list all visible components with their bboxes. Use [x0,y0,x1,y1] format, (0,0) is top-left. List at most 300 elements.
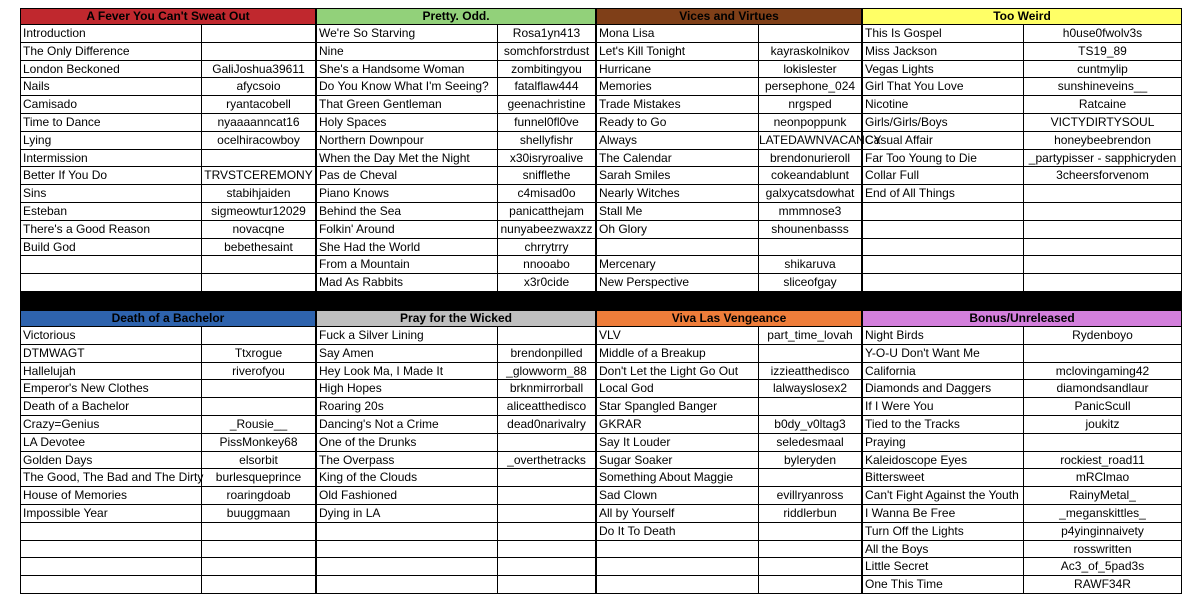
table-row [20,558,316,576]
song-cell[interactable]: The Only Difference [21,43,202,60]
username-cell[interactable]: part_time_lovah [767,328,853,342]
song-cell[interactable]: All by Yourself [597,505,759,522]
username-cell[interactable] [759,576,861,593]
table-row [316,505,596,523]
table-row [862,25,1182,43]
username-cell[interactable]: p4yinginnaivety [1061,523,1144,538]
song-cell[interactable]: Something About Maggie [597,469,759,486]
username-cell[interactable]: burlesqueprince [215,470,302,485]
song-cell[interactable]: The Calendar [597,150,759,167]
username-cell[interactable]: Rydenboyo [1072,328,1133,342]
username-cell[interactable]: h0use0fwolv3s [1062,26,1143,40]
table-row [862,327,1182,345]
username-cell[interactable] [202,558,315,575]
song-cell[interactable] [21,558,202,575]
song-cell[interactable]: When the Day Met the Night [317,150,498,167]
username-cell[interactable] [202,274,315,291]
table-row [596,43,862,61]
song-cell[interactable]: End of All Things [863,185,1024,202]
username-cell[interactable]: aliceatthedisco [506,399,587,414]
song-cell[interactable]: This Is Gospel [863,25,1024,42]
song-cell[interactable]: I Wanna Be Free [863,505,1024,522]
username-cell[interactable] [759,523,861,540]
username-cell[interactable] [202,398,315,415]
song-cell[interactable]: Girls/Girls/Boys [863,114,1024,131]
username-cell[interactable]: rockiest_road11 [1060,452,1145,467]
username-cell[interactable]: somchforstrdust [503,43,590,58]
table-row [862,452,1182,470]
username-cell[interactable]: brknmirrorball [509,381,584,396]
song-cell[interactable]: Old Fashioned [317,487,498,504]
song-cell[interactable]: That Green Gentleman [317,96,498,113]
username-cell[interactable] [202,150,315,167]
song-cell[interactable]: Better If You Do [21,167,202,184]
song-cell[interactable]: Y-O-U Don't Want Me [863,345,1024,362]
username-cell[interactable] [498,576,595,593]
table-row [316,558,596,576]
table-row [596,487,862,505]
song-cell[interactable]: One of the Drunks [317,434,498,451]
username-cell[interactable]: galxycatsdowhat [765,186,855,201]
song-cell[interactable]: Mad As Rabbits [317,274,498,291]
username-cell[interactable]: PanicScull [1074,399,1131,414]
username-cell[interactable]: fatalflaw444 [514,79,579,94]
song-cell[interactable]: Girl That You Love [863,78,1024,95]
table-row [596,96,862,114]
song-cell[interactable]: Roaring 20s [317,398,498,415]
username-cell[interactable]: nyaaaanncat16 [217,114,300,129]
username-cell[interactable]: persephone_024 [764,79,856,94]
song-cell[interactable]: The Good, The Bad and The Dirty [23,470,204,485]
song-cell[interactable] [317,541,498,558]
username-cell[interactable]: TRVSTCEREMONY [204,168,313,183]
song-cell[interactable]: Emperor's New Clothes [21,380,202,397]
song-cell[interactable]: We're So Starving [317,25,498,42]
username-cell[interactable] [498,327,595,344]
username-cell[interactable]: novacqne [232,221,285,236]
song-cell[interactable]: Piano Knows [317,185,498,202]
song-cell[interactable] [863,221,1024,238]
song-cell[interactable]: Always [597,132,759,149]
table-row [20,469,316,487]
table-row [20,416,316,434]
album-rows [20,25,316,292]
song-cell[interactable]: Memories [597,78,759,95]
table-row [862,132,1182,150]
song-cell[interactable]: Holy Spaces [317,114,498,131]
song-cell[interactable]: Sugar Soaker [597,452,759,469]
username-cell[interactable] [1024,434,1181,451]
song-cell[interactable]: High Hopes [317,380,498,397]
song-cell[interactable]: Let's Kill Tonight [597,43,759,60]
username-cell[interactable]: lalwayslosex2 [772,381,848,396]
album-rows [596,25,882,292]
song-cell[interactable]: Intermission [21,150,202,167]
username-cell[interactable] [1024,345,1181,362]
song-cell[interactable]: Miss Jackson [863,43,1024,60]
song-cell[interactable]: All the Boys [863,541,1024,558]
table-row [596,239,862,257]
album-column [316,310,596,594]
username-cell[interactable]: lokislester [783,61,837,76]
table-row [20,96,316,114]
username-cell[interactable] [202,256,315,273]
username-cell[interactable] [1024,256,1181,273]
username-cell[interactable]: neonpoppunk [773,114,847,129]
song-cell[interactable]: Impossible Year [21,505,202,522]
username-cell[interactable]: _Rousie__ [229,416,288,431]
username-cell[interactable]: Ratcaine [1078,97,1127,112]
song-cell[interactable]: Mona Lisa [597,25,759,42]
song-cell[interactable] [317,523,498,540]
song-cell[interactable]: Death of a Bachelor [21,398,202,415]
table-row [862,43,1182,61]
table-row [316,434,596,452]
song-cell[interactable]: Sarah Smiles [597,167,759,184]
song-cell[interactable]: There's a Good Reason [21,221,202,238]
song-cell[interactable]: Fuck a Silver Lining [317,327,498,344]
username-cell[interactable]: elsorbit [239,452,278,467]
song-cell[interactable]: Mercenary [597,256,759,273]
username-cell[interactable]: RAWF34R [1074,577,1131,592]
username-cell[interactable]: _partypisser - sapphicryden [1028,150,1177,165]
table-row [316,221,596,239]
song-cell[interactable]: Crazy=Genius [21,416,202,433]
username-cell[interactable]: mclovingaming42 [1055,363,1150,378]
username-cell[interactable] [498,505,595,522]
song-cell[interactable]: Vegas Lights [863,61,1024,78]
song-cell[interactable] [597,576,759,593]
table-row [862,398,1182,416]
song-cell[interactable]: Nicotine [863,96,1024,113]
song-cell[interactable] [597,541,759,558]
table-row [862,469,1182,487]
song-cell[interactable]: Northern Downpour [317,132,498,149]
song-cell[interactable] [863,274,1024,291]
username-cell[interactable] [759,25,861,42]
username-cell[interactable]: shellyfishr [519,132,574,147]
username-cell[interactable] [498,523,595,540]
username-cell[interactable]: afycsoio [236,79,281,94]
song-cell[interactable]: Sad Clown [597,487,759,504]
username-cell[interactable]: snifflethe [522,168,571,183]
song-cell[interactable]: Collar Full [863,167,1024,184]
username-cell[interactable] [759,345,861,362]
table-row [596,452,862,470]
username-cell[interactable]: GaliJoshua39611 [212,61,305,76]
username-cell[interactable]: brendonpilled [510,345,583,360]
username-cell[interactable]: chrrytrry [524,239,569,254]
song-cell[interactable] [597,239,759,256]
song-cell[interactable]: Hey Look Ma, I Made It [317,363,498,380]
album-assignment-sheet [20,8,1182,598]
song-cell[interactable]: VLV [597,327,759,344]
username-cell[interactable] [1024,274,1181,291]
song-cell[interactable]: GKRAR [597,416,759,433]
song-cell[interactable]: Kaleidoscope Eyes [863,452,1024,469]
username-cell[interactable]: nrgsped [788,97,832,112]
username-cell[interactable] [202,541,315,558]
song-cell[interactable]: Can't Fight Against the Youth [863,487,1024,504]
song-cell[interactable] [863,256,1024,273]
username-cell[interactable]: byleryden [783,452,837,467]
song-cell[interactable] [21,274,202,291]
username-cell[interactable] [759,239,861,256]
username-cell[interactable]: LATEDAWNVACANCY [759,132,882,147]
song-cell[interactable]: Introduction [21,25,202,42]
song-cell[interactable]: One This Time [863,576,1024,593]
table-row [20,327,316,345]
username-cell[interactable]: shikaruva [784,257,836,272]
table-row [596,345,862,363]
song-cell[interactable]: Lying [21,132,202,149]
username-cell[interactable]: shounenbasss [771,221,849,236]
username-cell[interactable]: roaringdoab [226,488,291,503]
album-rows [862,327,1182,594]
username-cell[interactable] [759,469,861,486]
song-cell[interactable] [21,541,202,558]
album-header: Pretty. Odd. [316,8,596,25]
table-row [20,239,316,257]
section-separator [20,292,1182,310]
username-cell[interactable]: sunshineveins__ [1057,79,1148,94]
table-row [316,114,596,132]
username-cell[interactable]: nnooabo [523,257,570,272]
song-cell[interactable] [317,576,498,593]
song-cell[interactable]: Trade Mistakes [597,96,759,113]
username-cell[interactable]: x3r0cide [523,275,570,290]
song-cell[interactable]: Middle of a Breakup [597,345,759,362]
username-cell[interactable]: zombitingyou [511,61,582,76]
username-cell[interactable]: sliceofgay [783,275,837,290]
song-cell[interactable]: Do You Know What I'm Seeing? [317,78,498,95]
song-cell[interactable] [21,576,202,593]
table-row [20,363,316,381]
song-cell[interactable]: If I Were You [863,398,1024,415]
username-cell[interactable]: riverofyou [232,363,285,378]
song-cell[interactable]: Nails [21,78,202,95]
table-row [596,221,862,239]
username-cell[interactable] [1024,203,1181,220]
username-cell[interactable] [202,327,315,344]
username-cell[interactable] [202,523,315,540]
song-cell[interactable]: House of Memories [21,487,202,504]
username-cell[interactable]: x30isryroalive [509,150,584,165]
song-cell[interactable]: Dancing's Not a Crime [317,416,498,433]
song-cell[interactable] [863,239,1024,256]
username-cell[interactable]: diamondsandlaur [1056,381,1149,396]
song-cell[interactable]: Time to Dance [21,114,202,131]
song-cell[interactable] [21,523,202,540]
table-row [20,274,316,292]
username-cell[interactable] [202,380,315,397]
song-cell[interactable] [317,558,498,575]
song-cell[interactable]: Night Birds [863,327,1024,344]
table-row [316,380,596,398]
song-cell[interactable]: Turn Off the Lights [863,523,1024,540]
username-cell[interactable]: _meganskittles_ [1059,505,1146,520]
username-cell[interactable]: panicatthejam [509,203,584,218]
table-row [316,61,596,79]
table-row [596,363,862,381]
song-cell[interactable]: The Overpass [317,452,498,469]
song-cell[interactable]: Don't Let the Light Go Out [597,363,759,380]
song-cell[interactable]: Do It To Death [597,523,759,540]
username-cell[interactable]: honeybeebrendon [1054,132,1151,147]
username-cell[interactable]: PissMonkey68 [219,434,298,449]
username-cell[interactable] [202,576,315,593]
username-cell[interactable] [498,541,595,558]
song-cell[interactable]: Hallelujah [21,363,202,380]
username-cell[interactable]: RainyMetal_ [1069,488,1136,503]
username-cell[interactable]: _glowworm_88 [506,363,587,378]
song-cell[interactable] [21,256,202,273]
username-cell[interactable]: funnel0fl0ve [514,114,579,129]
table-row [20,452,316,470]
song-cell[interactable]: Camisado [21,96,202,113]
username-cell[interactable]: izzieatthedisco [770,363,850,378]
table-row [316,487,596,505]
table-row [862,256,1182,274]
table-row [20,345,316,363]
username-cell[interactable]: stabihjaiden [226,186,291,201]
username-cell[interactable]: mRClmao [1075,470,1130,485]
username-cell[interactable]: riddlerbun [783,505,837,520]
table-row [316,327,596,345]
username-cell[interactable]: Ac3_of_5pad3s [1060,559,1145,574]
username-cell[interactable] [498,487,595,504]
song-cell[interactable]: Folkin' Around [317,221,498,238]
table-row [596,380,862,398]
username-cell[interactable]: mmmnose3 [778,203,842,218]
song-cell[interactable]: Sins [21,185,202,202]
album-column [316,8,596,292]
song-cell[interactable]: Ready to Go [597,114,759,131]
username-cell[interactable]: nunyabeezwaxzz [500,221,593,236]
song-cell[interactable]: Oh Glory [597,221,759,238]
username-cell[interactable] [498,469,595,486]
song-cell[interactable]: Behind the Sea [317,203,498,220]
table-row [20,487,316,505]
username-cell[interactable]: dead0narivalry [507,416,586,431]
username-cell[interactable] [759,398,861,415]
username-cell[interactable]: _overthetracks [507,452,586,467]
song-cell[interactable]: Esteban [21,203,202,220]
song-cell[interactable] [863,203,1024,220]
username-cell[interactable]: brendonurieroll [769,150,851,165]
song-cell[interactable]: Star Spangled Banger [597,398,759,415]
username-cell[interactable]: evillryanross [776,488,844,503]
song-cell[interactable]: Golden Days [21,452,202,469]
username-cell[interactable]: c4misad0o [517,186,576,201]
song-cell[interactable]: Hurricane [597,61,759,78]
username-cell[interactable]: VICTYDIRTYSOUL [1050,114,1155,129]
username-cell[interactable]: joukitz [1085,416,1120,431]
table-row [596,203,862,221]
song-cell[interactable]: Casual Affair [863,132,1024,149]
song-cell[interactable]: Tied to the Tracks [863,416,1024,433]
song-cell[interactable]: Far Too Young to Die [863,150,1024,167]
username-cell[interactable]: cokeandablunt [770,168,850,183]
username-cell[interactable] [1024,239,1181,256]
song-cell[interactable] [597,558,759,575]
table-row [20,185,316,203]
username-cell[interactable]: geenachristine [507,97,586,112]
username-cell[interactable] [498,558,595,575]
song-cell[interactable]: Nine [317,43,498,60]
song-cell[interactable]: New Perspective [597,274,759,291]
table-row [20,25,316,43]
song-cell[interactable]: Local God [597,380,759,397]
song-cell[interactable]: From a Mountain [317,256,498,273]
table-row [316,541,596,559]
song-cell[interactable]: Pas de Cheval [317,167,498,184]
username-cell[interactable] [202,25,315,42]
username-cell[interactable]: Ttxrogue [234,345,283,360]
table-row [862,523,1182,541]
song-cell[interactable]: Dying in LA [317,505,498,522]
song-cell[interactable]: DTMWAGT [21,345,202,362]
username-cell[interactable]: 3cheersforvenom [1056,168,1149,183]
username-cell[interactable]: Rosa1yn413 [512,26,581,40]
song-cell[interactable]: Build God [21,239,202,256]
song-cell[interactable]: Praying [863,434,1024,451]
table-row [862,558,1182,576]
table-row [862,576,1182,594]
song-cell[interactable]: LA Devotee [21,434,202,451]
username-cell[interactable]: TS19_89 [1078,43,1127,58]
song-cell[interactable]: Say It Louder [597,434,759,451]
table-row [862,167,1182,185]
song-cell[interactable]: She's a Handsome Woman [317,61,498,78]
username-cell[interactable] [1024,221,1181,238]
song-cell[interactable]: Stall Me [597,203,759,220]
username-cell[interactable]: cuntmylip [1077,61,1128,76]
username-cell[interactable]: bebethesaint [224,239,293,254]
table-row [596,505,862,523]
username-cell[interactable] [498,434,595,451]
song-cell[interactable]: California [863,363,1024,380]
username-cell[interactable]: sigmeowtur12029 [211,203,306,218]
username-cell[interactable] [759,558,861,575]
song-cell[interactable]: London Beckoned [21,61,202,78]
song-cell[interactable]: Victorious [21,327,202,344]
album-header: A Fever You Can't Sweat Out [20,8,316,25]
song-cell[interactable]: Bittersweet [863,469,1024,486]
username-cell[interactable]: seledesmaal [776,434,844,449]
username-cell[interactable] [202,43,315,60]
table-row [316,96,596,114]
table-row [596,523,862,541]
username-cell[interactable]: buuggmaan [226,505,291,520]
album-header: Vices and Virtues [596,8,862,25]
username-cell[interactable]: rosswritten [1073,541,1132,556]
username-cell[interactable]: b0dy_v0ltag3 [774,416,846,431]
username-cell[interactable] [1024,185,1181,202]
song-cell[interactable]: Little Secret [863,558,1024,575]
song-cell[interactable]: King of the Clouds [317,469,498,486]
song-cell[interactable]: She Had the World [317,239,498,256]
username-cell[interactable]: ocelhiracowboy [217,132,300,147]
table-row [20,523,316,541]
song-cell[interactable]: Say Amen [317,345,498,362]
username-cell[interactable] [759,541,861,558]
song-cell[interactable]: Diamonds and Daggers [863,380,1024,397]
username-cell[interactable]: ryantacobell [226,97,291,112]
song-cell[interactable]: Nearly Witches [597,185,759,202]
table-row [862,96,1182,114]
username-cell[interactable]: kayraskolnikov [770,43,850,58]
